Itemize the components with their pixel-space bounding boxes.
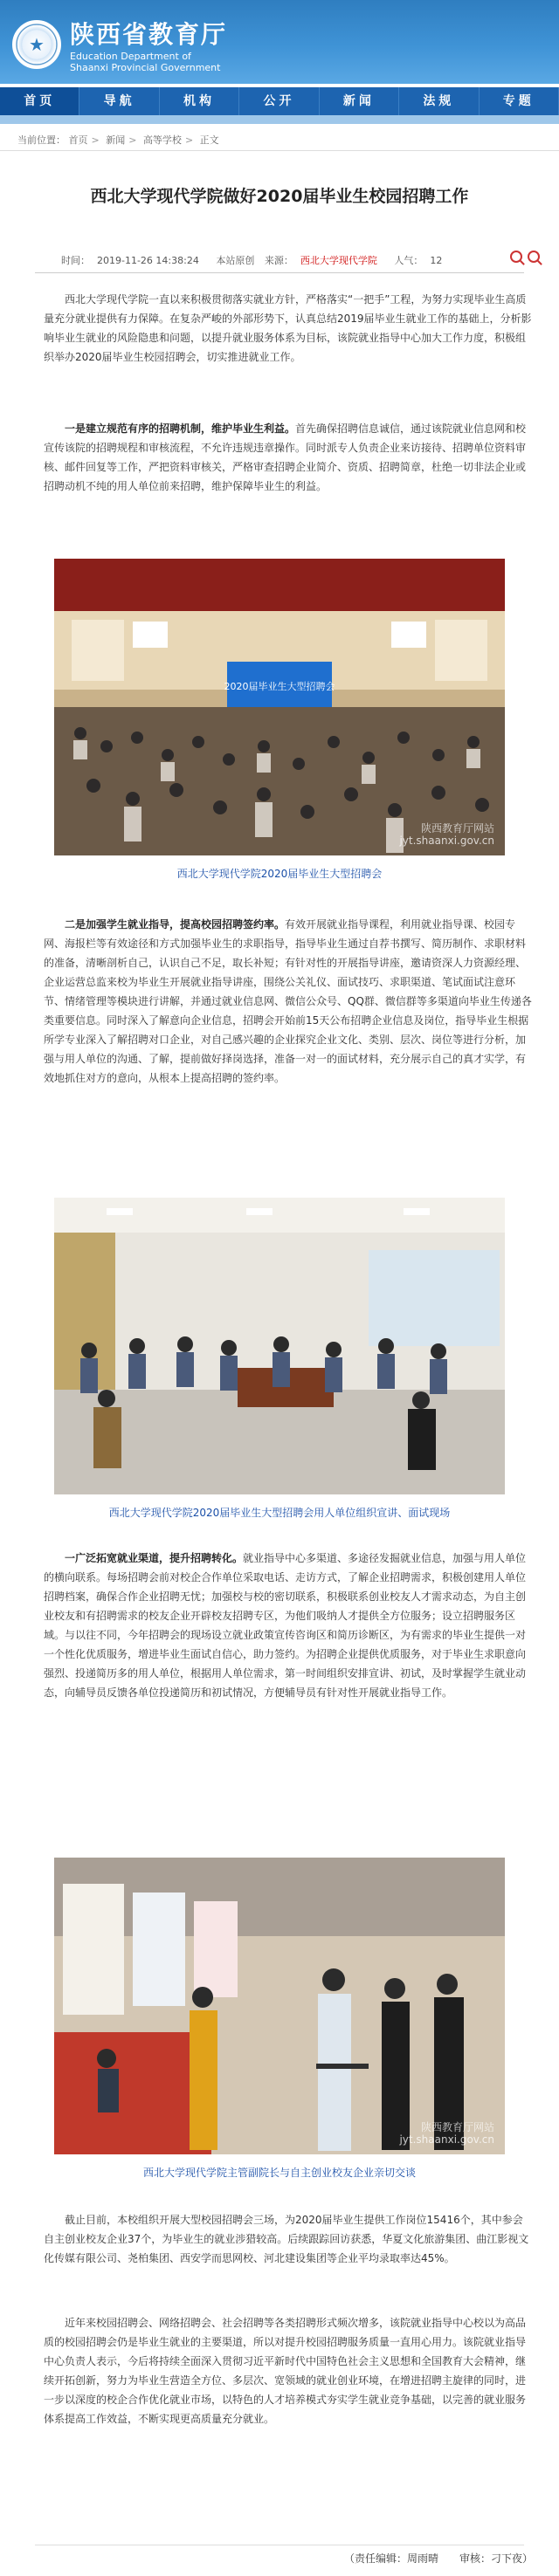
paragraph-2-lead: 一是建立规范有序的招聘机制，维护毕业生利益。 [65,422,296,435]
paragraph-3-lead: 二是加强学生就业指导，提高校园招聘签约率。 [65,918,286,931]
photo-caption-1: 西北大学现代学院2020届毕业生大型招聘会 [176,868,383,880]
paragraph-4: 一广泛拓宽就业渠道，提升招聘转化。就业指导中心多渠道、多途径发掘就业信息，加强与用人单位的横向联系。每场招聘会前对校企合作单位采取电话、走访方式，了解企业招聘需求，积极创建用人单位招聘档案，确保合作企业招聘无忧；加强校与校的密切联系，积极联系创业校友人才需求动态，为自主创业校友和有招聘需求的校友企业开辟校友招聘专区，为他们吸纳人才提供全方位服务；设立招聘服务区域。与以往不同，今年招聘会的现场设立就业政策宣传咨询区和简历诊断区，为有需求的毕业生提供一对一个性化优质服务，增进毕业生面试自信心，助力签约。为招聘企业提供优质服务，对于毕业生求职意向强烈、投递简历多的用人单位，根据用人单位需求，第一时间组织安排宣讲、初试，及时掌握学生就业动态，向辅导员反馈各单位投递简历和初试情况，方便辅导员有针对性开展就业指导工作。 [44,1552,527,1699]
zoom-out-icon[interactable] [528,251,540,263]
nav-item-guide[interactable]: 导航 [79,87,159,115]
meta-author: 本站原创 [216,255,255,266]
nav-item-home[interactable]: 首页 [0,87,79,115]
site-header [0,0,559,84]
photo-watermark-1: 陕西教育厅网站 jyt.shaanxi.gov.cn [399,822,494,847]
photo-job-fair-hall [54,559,505,855]
paragraph-4-lead: 一广泛拓宽就业渠道，提升招聘转化。 [65,1552,244,1564]
photo-vice-president-talk [54,1858,505,2154]
nav-item-org[interactable]: 机构 [160,87,239,115]
logo-title-cn: 陕西省教育厅 [70,20,228,49]
meta-views: 12 [430,255,443,266]
meta-divider [35,272,524,273]
paragraph-6: 近年来校园招聘会、网络招聘会、社会招聘等各类招聘形式频次增多，该院就业指导中心校以为高品质的校园招聘会仍是毕业生就业的主要渠道，所以对提升校园招聘服务质量一直用心用力。该院就业指导中心负责人表示，今后将持续全面深入贯彻习近平新时代中国特色社会主义思想和全国教育大会精神，继续开拓创新，努力为毕业生营造全方位、多层次、宽领域的就业创业环境，在增进招聘主旋律的同时，进一步以深度的校企合作优化就业市场，以特色的人才培养模式夯实学生就业竞争基础，以完善的就业服务体系提高工作效益，不断实现更高质量充分就业。 [44,2317,527,2425]
meta-source[interactable]: 西北大学现代学院 [300,255,377,266]
photo-caption-2: 西北大学现代学院2020届毕业生大型招聘会用人单位组织宣讲、面试现场 [108,1507,451,1519]
photo-watermark-3: 陕西教育厅网站 jyt.shaanxi.gov.cn [399,2121,494,2146]
meta-time-label: 时间： [61,255,90,266]
photo-banner-text: 2020届毕业生大型招聘会 [224,681,335,692]
nav-subbar [0,115,559,124]
meta-source-label: 来源： [264,255,293,266]
breadcrumb-current: 正文 [199,134,219,146]
breadcrumb: 当前位置： 首页 > 新闻 > 高等学校 > 正文 [17,134,219,146]
font-size-tools [510,251,540,263]
nav-item-news[interactable]: 新闻 [320,87,399,115]
meta-time: 2019-11-26 14:38:24 [97,255,199,266]
site-logo[interactable] [12,16,227,73]
photo-interview-room [54,1198,505,1494]
breadcrumb-home[interactable]: 首页 [68,134,88,146]
main-nav [0,87,559,115]
logo-text [70,16,227,73]
logo-title-en-1: Education Department of [70,51,191,62]
breadcrumb-news[interactable]: 新闻 [106,134,126,146]
zoom-in-icon[interactable] [510,251,522,263]
paragraph-2: 一是建立规范有序的招聘机制，维护毕业生利益。首先确保招聘信息诚信，通过该院就业信息网和校宣传该院的招聘规程和审核流程，不允许违规违章操作。同时派专人负责企业来访接待、招聘单位资料审核、邮件回复等工作，严把资料审核关，严格审查招聘企业简介、资质、招聘简章，杜绝一切非法企业或招聘动机不纯的用人单位前来招聘，维护保障毕业生的利益。 [44,422,527,492]
logo-title-en-2: Shaanxi Provincial Government [70,62,221,73]
nav-item-law[interactable]: 法规 [399,87,479,115]
breadcrumb-divider [0,150,559,151]
emblem-icon: ★ [12,20,61,69]
article-title: 西北大学现代学院做好2020届毕业生校园招聘工作 [90,187,469,206]
nav-item-topic[interactable]: 专题 [480,87,559,115]
paragraph-3: 二是加强学生就业指导，提高校园招聘签约率。有效开展就业指导课程，利用就业指导课、校园专网、海报栏等有效途径和方式加强毕业生的求职指导，指导毕业生通过自荐书撰写、简历制作、求职材料的准备，清晰剖析自己，认识自己不足，取长补短；有针对性的开展指导讲座，邀请资深人力资源经理、企业运营总监来校为毕业生开展就业指导讲座，围绕公关礼仪、面试技巧、求职渠道、笔试面试注意环节、情绪管理等模块进行讲解，并通过就业信息网、微信公众号、QQ群、微信群等多渠道向毕业生传递各类重要信息。同时深入了解意向企业信息，招聘会开始前15天公布招聘企业信息及岗位，指导毕业生根据所学专业深入了解招聘对口企业，对自己感兴趣的企业探究企业文化、类别、层次、岗位等进行分析，加强与用人单位的沟通、了解，提前做好择岗选择，准备一对一的面试材料，充分展示自己的真才实学，有效地抓住对方的意向，从根本上提高招聘的签约率。 [44,918,532,1084]
article-meta [61,253,456,267]
nav-item-public[interactable]: 公开 [239,87,319,115]
paragraph-1: 西北大学现代学院一直以来积极贯彻落实就业方针，严格落实“一把手”工程，为努力实现毕业生高质量充分就业提供有力保障。在复杂严峻的外部形势下，认真总结2019届毕业生就业工作的基础上，分析影响毕业生就业的风险隐患和问题，以提升就业服务体系为目标，该院就业指导中心加大工作力度，积极组织举办2020届毕业生校园招聘会，切实推进就业工作。 [44,293,532,363]
editor-credit: （责任编辑：周雨晴 审核：刁下夜） [343,2552,533,2565]
photo-caption-3: 西北大学现代学院主管副院长与自主创业校友企业亲切交谈 [142,2167,416,2179]
meta-views-label: 人气： [394,255,424,266]
paragraph-5: 截止目前，本校组织开展大型校园招聘会三场，为2020届毕业生提供工作岗位15416个，其中参会自主创业校友企业37个，为毕业生的就业涉猎较高。后续跟踪回访获悉，华夏文化旅游集团、曲江影视文化传媒有限公司、尧柏集团、西安学而思网校、河北建设集团等企业平均录取率达45%。 [44,2214,529,2264]
breadcrumb-higher-ed[interactable]: 高等学校 [142,134,182,146]
breadcrumb-prefix: 当前位置： [17,134,66,146]
